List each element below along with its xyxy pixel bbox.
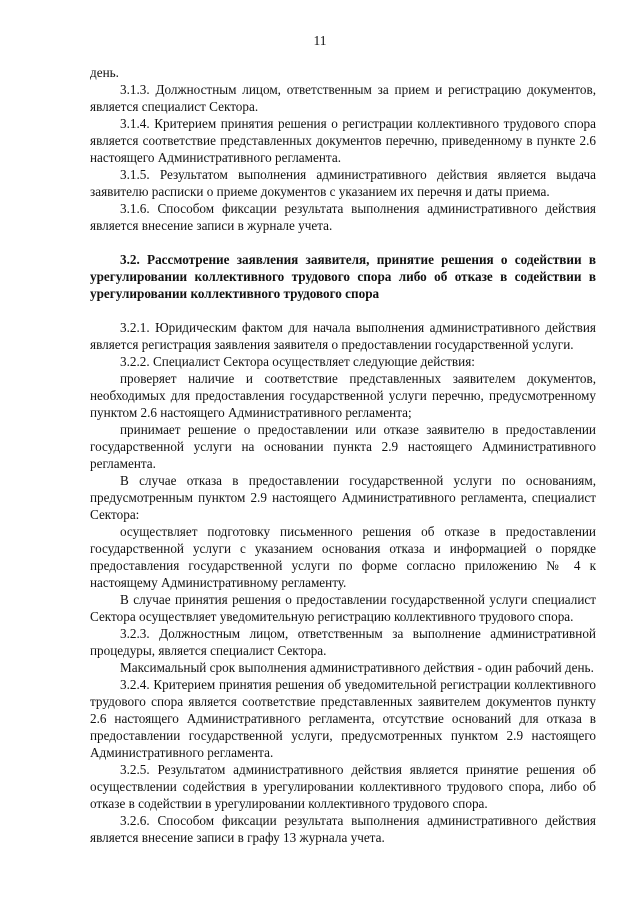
paragraph-check-documents: проверяет наличие и соответствие представленных заявителем документов, необходимых для предоставления государственной услуги перечню, предусмотренному пунктом 2.6 настоящего Административного регламента;	[90, 371, 596, 420]
paragraph-3-2-4: 3.2.4. Критерием принятия решения об уведомительной регистрации коллективного трудового спора является соответствие представленных заявителем документов пункту 2.6 настоящего Административного регламента, отсутствие оснований для отказа в предоставлении государственной услуги, предусмотренных пунктом 2.9 настоящего Административного регламента.	[90, 677, 596, 760]
paragraph-3-1-5: 3.1.5. Результатом выполнения административного действия является выдача заявителю расписки о приеме документов с указанием их перечня и даты приема.	[90, 167, 596, 199]
paragraph-3-1-6: 3.1.6. Способом фиксации результата выполнения административного действия является внесение записи в журнале учета.	[90, 201, 596, 233]
paragraph-3-2-5: 3.2.5. Результатом административного действия является принятие решения об осуществлении содействия в урегулировании коллективного трудового спора, либо об отказе в содействии в урегулировании коллективного трудового спора.	[90, 762, 596, 811]
paragraph-3-1-4: 3.1.4. Критерием принятия решения о регистрации коллективного трудового спора является соответствие представленных документов перечню, приведенному в пункте 2.6 настоящего Административного регламента.	[90, 116, 596, 165]
section-heading-3-2: 3.2. Рассмотрение заявления заявителя, принятие решения о содействии в урегулировании коллективного трудового спора либо об отказе в содействии в урегулировании коллективного трудового спора	[90, 252, 596, 301]
paragraph-refusal-preparation: осуществляет подготовку письменного решения об отказе в предоставлении государственной услуги с указанием основания отказа и информацией о порядке предоставления государственной услуги по форме согласно приложению № 4 к настоящему Административному регламенту.	[90, 524, 596, 590]
paragraph-approval-case: В случае принятия решения о предоставлении государственной услуги специалист Сектора осуществляет уведомительную регистрацию коллективного трудового спора.	[90, 592, 596, 624]
document-body	[90, 64, 596, 846]
paragraph-decision: принимает решение о предоставлении или отказе заявителю в предоставлении государственной услуги на основании пункта 2.9 настоящего Административного регламента.	[90, 422, 596, 471]
page-number: 11	[313, 33, 327, 48]
paragraph-3-1-3: 3.1.3. Должностным лицом, ответственным за прием и регистрацию документов, является специалист Сектора.	[90, 82, 596, 114]
paragraph-max-duration: Максимальный срок выполнения административного действия - один рабочий день.	[120, 660, 594, 675]
paragraph-3-2-3: 3.2.3. Должностным лицом, ответственным за выполнение административной процедуры, является специалист Сектора.	[90, 626, 596, 658]
paragraph-refusal-case: В случае отказа в предоставлении государственной услуги по основаниям, предусмотренным пунктом 2.9 настоящего Административного регламента, специалист Сектора:	[90, 473, 596, 522]
paragraph-3-2-2: 3.2.2. Специалист Сектора осуществляет следующие действия:	[120, 354, 475, 369]
paragraph-3-2-1: 3.2.1. Юридическим фактом для начала выполнения административного действия является регистрация заявления заявителя о предоставлении государственной услуги.	[90, 320, 596, 352]
paragraph-continuation: день.	[90, 65, 119, 80]
paragraph-3-2-6: 3.2.6. Способом фиксации результата выполнения административного действия является внесение записи в графу 13 журнала учета.	[90, 813, 596, 845]
